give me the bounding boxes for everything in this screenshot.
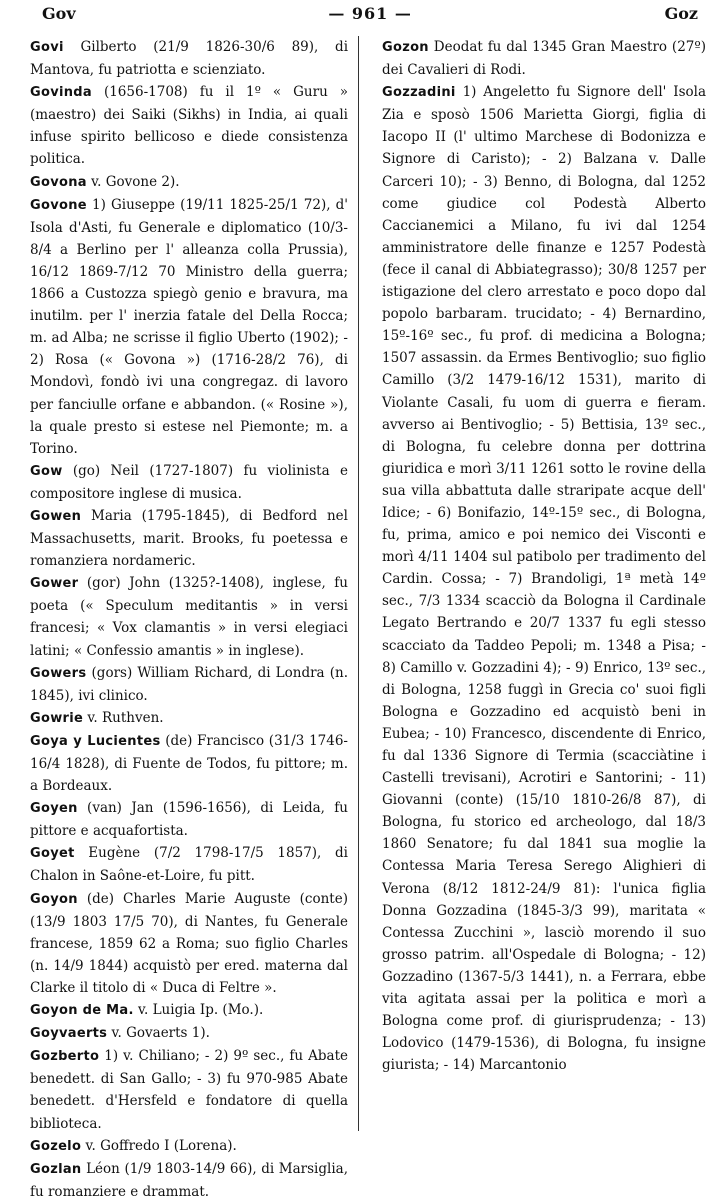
entry-headword: Goyvaerts [30,1026,108,1042]
entry-headword: Govona [30,174,87,190]
entry-headword: Gozberto [30,1049,100,1065]
entry-text: Deodat fu dal 1345 Gran Maestro (27º) dei Cavalieri di Rodi. [382,39,706,79]
entry-headword: Gozlan [30,1161,82,1177]
page-header [30,4,706,26]
dictionary-entry [30,460,348,505]
dictionary-entry [30,662,348,707]
entry-text: (gor) John (1325?-1408), inglese, fu poeta (« Speculum meditantis » in versi francesi; « Vox clamantis » in versi elegiaci latini; « Confessio amantis » in inglese). [30,575,348,659]
dictionary-entry [30,842,348,887]
header-left-guideword: Gov [42,4,76,23]
entry-text: v. Ruthven. [87,709,164,726]
entry-headword: Goya y Lucientes [30,733,161,749]
entry-text: (1656-1708) fu il 1º « Guru » (maestro) dei Saiki (Sikhs) in India, ai quali infuse spirito bellicoso e diede consistenza politica. [30,84,349,168]
entry-text: (van) Jan (1596-1656), di Leida, fu pittore e acquafortista. [30,800,348,840]
entry-headword: Gowen [30,508,82,524]
dictionary-entry [382,81,706,1076]
header-right-guideword: Goz [664,4,698,23]
dictionary-entry [30,572,348,661]
dictionary-entry [30,707,348,730]
entry-text: (go) Neil (1727-1807) fu violinista e compositore inglese di musica. [30,462,348,502]
entry-text: (de) Charles Marie Auguste (conte) (13/9 1803 17/5 70), di Nantes, fu Generale francese, 1859 62 a Roma; suo figlio Charles (n. 14/9 1844) acquistò per ered. materna dal Clarke il titolo di « Duca di Feltre ». [30,890,348,996]
entry-text: Maria (1795-1845), di Bedford nel Massachusetts, marit. Brooks, fu poetessa e romanziera nordameric. [30,507,348,570]
dictionary-entry [30,730,348,797]
dictionary-entry [30,1135,348,1158]
dictionary-entry [30,888,348,999]
entry-text: (gors) William Richard, di Londra (n. 1845), ivi clinico. [30,664,348,704]
entry-text: v. Luigia Ip. (Mo.). [137,1002,264,1019]
entry-text: Gilberto (21/9 1826-30/6 89), di Mantova, fu patriotta e scienziato. [30,39,349,79]
text-columns [30,36,706,1203]
entry-headword: Gow [30,463,63,479]
dictionary-entry [30,1045,348,1134]
right-column [382,36,706,1203]
entry-text: Léon (1/9 1803-14/9 66), di Marsiglia, fu romanziere e drammat. [30,1160,348,1200]
entry-headword: Gowers [30,665,87,681]
entry-headword: Gozon [382,40,429,55]
entry-headword: Gowrie [30,710,84,726]
dictionary-entry [30,36,348,81]
entry-headword: Gozelo [30,1138,82,1154]
dictionary-entry [382,36,706,81]
dictionary-entry [30,171,348,194]
entry-headword: Govinda [30,85,92,101]
entry-text: v. Govone 2). [91,173,180,190]
entry-headword: Goyet [30,846,75,862]
dictionary-entry [30,1158,348,1203]
dictionary-entry [30,81,348,170]
entry-headword: Goyen [30,801,78,817]
dictionary-entry [30,999,348,1022]
entry-headword: Govi [30,40,64,55]
entry-text: v. Govaerts 1). [111,1025,210,1042]
entry-text: (de) Francisco (31/3 1746-16/4 1828), di Fuente de Todos, fu pittore; m. a Bordeaux. [30,732,348,795]
entry-text: Eugène (7/2 1798-17/5 1857), di Chalon in Saône-et-Loire, fu pitt. [30,845,348,885]
entry-text: 1) Giuseppe (19/11 1825-25/1 72), d' Isola d'Asti, fu Generale e diplomatico (10/3-8/4 a Berlino per l' alleanza colla Prussia), 16/12 1869-7/12 70 Ministro della guerra; 1866 a Custozza spiegò genio e bravura, ma inutilm. per l' inerzia fatale del Della Rocca; m. ad Alba; ne scrisse il figlio Uberto (1902); - 2) Rosa (« Govona ») (1716-28/2 76), di Mondovì, fondò ivi una congregaz. di lavoro per fanciulle orfane e abbandon. (« Rosine »), la quale presto si estese nel Piemonte; m. a Torino. [30,196,349,457]
entry-headword: Govone [30,197,87,213]
entry-headword: Gozzadini [382,85,456,101]
entry-headword: Goyon de Ma. [30,1003,134,1019]
dictionary-entry [30,194,348,460]
entry-text: v. Goffredo I (Lorena). [85,1137,237,1154]
dictionary-entry [30,1022,348,1045]
page-number: — 961 — [328,4,412,23]
column-divider [358,36,359,1131]
entry-headword: Gower [30,576,79,592]
dictionary-entry [30,797,348,842]
entry-text: 1) v. Chiliano; - 2) 9º sec., fu Abate benedett. di San Gallo; - 3) fu 970-985 Abate benedett. d'Hersfeld e fondatore di quella biblioteca. [30,1048,349,1132]
left-column [30,36,348,1203]
dictionary-entry [30,505,348,572]
entry-headword: Goyon [30,891,78,907]
entry-text: 1) Angeletto fu Signore dell' Isola Zia e sposò 1506 Marietta Giorgi, figlia di Iacopo II (l' ultimo Marchese di Bodonizza e Signore di Caristo); - 2) Balzana v. Dalle Carceri 10); - 3) Benno, di Bologna, dal 1252 come giudice col Podestà Alberto Caccianemici a Milano, fu ivi dal 1254 amministratore delle finanze e 1257 Podestà (fece il canal di Abbiategrasso); 30/8 1257 per istigazione del clero arrestato e poco dopo dal popolo barbaram. trucidato; - 4) Bernardino, 15º-16º sec., fu prof. di medicina a Bologna; 1507 assassin. da Ermes Bentivoglio; suo figlio Camillo (3/2 1479-16/12 1531), marito di Violante Casali, fu uom di guerra e fieram. avverso ai Bentivoglio; - 5) Bettisia, 13º sec., di Bologna, fu celebre donna per dottrina giuridica e morì 3/11 1261 sotto le rovine della sua villa abbattuta dalle straripate acque dell' Idice; - 6) Bonifazio, 14º-15º sec., di Bologna, fu, prima, amico e poi nemico dei Visconti e morì 4/11 1404 sul patibolo per tradimento del Cardin. Cossa; - 7) Brandoligi, 1ª metà 14º sec., 7/3 1334 scacciò da Bologna il Cardinale Legato Bertrando e 20/7 1337 fu egli stesso scacciato da Taddeo Pepoli; m. 1348 a Pisa; - 8) Camillo v. Gozzadini 4); - 9) Enrico, 13º sec., di Bologna, 1258 fuggì in Grecia co' suoi figli Bologna e Gozzadino ed acquistò beni in Eubea; - 10) Francesco, discendente di Enrico, fu dal 1336 Signore di Termia (scacciàtine i Castelli trevisani), Acrotiri e Santorini; - 11) Giovanni (conte) (15/10 1810-26/8 87), di Bologna, fu storico ed archeologo, dal 18/3 1860 Senatore; fu dal 1841 sua moglie la Contessa Maria Teresa Serego Alighieri di Verona (8/12 1812-24/9 81): l'unica figlia Donna Gozzadina (1845-3/3 99), maritata « Contessa Zucchini », lasciò morendo il suo grosso patrim. all'Ospedale di Bologna; - 12) Gozzadino (1367-5/3 1441), n. a Ferrara, ebbe vita agitata assai per la politica e morì a Bologna come prof. di giurisprudenza; - 13) Lodovico (1479-1536), di Bologna, fu insigne giurista; - 14) Marcantonio [382,84,706,1074]
